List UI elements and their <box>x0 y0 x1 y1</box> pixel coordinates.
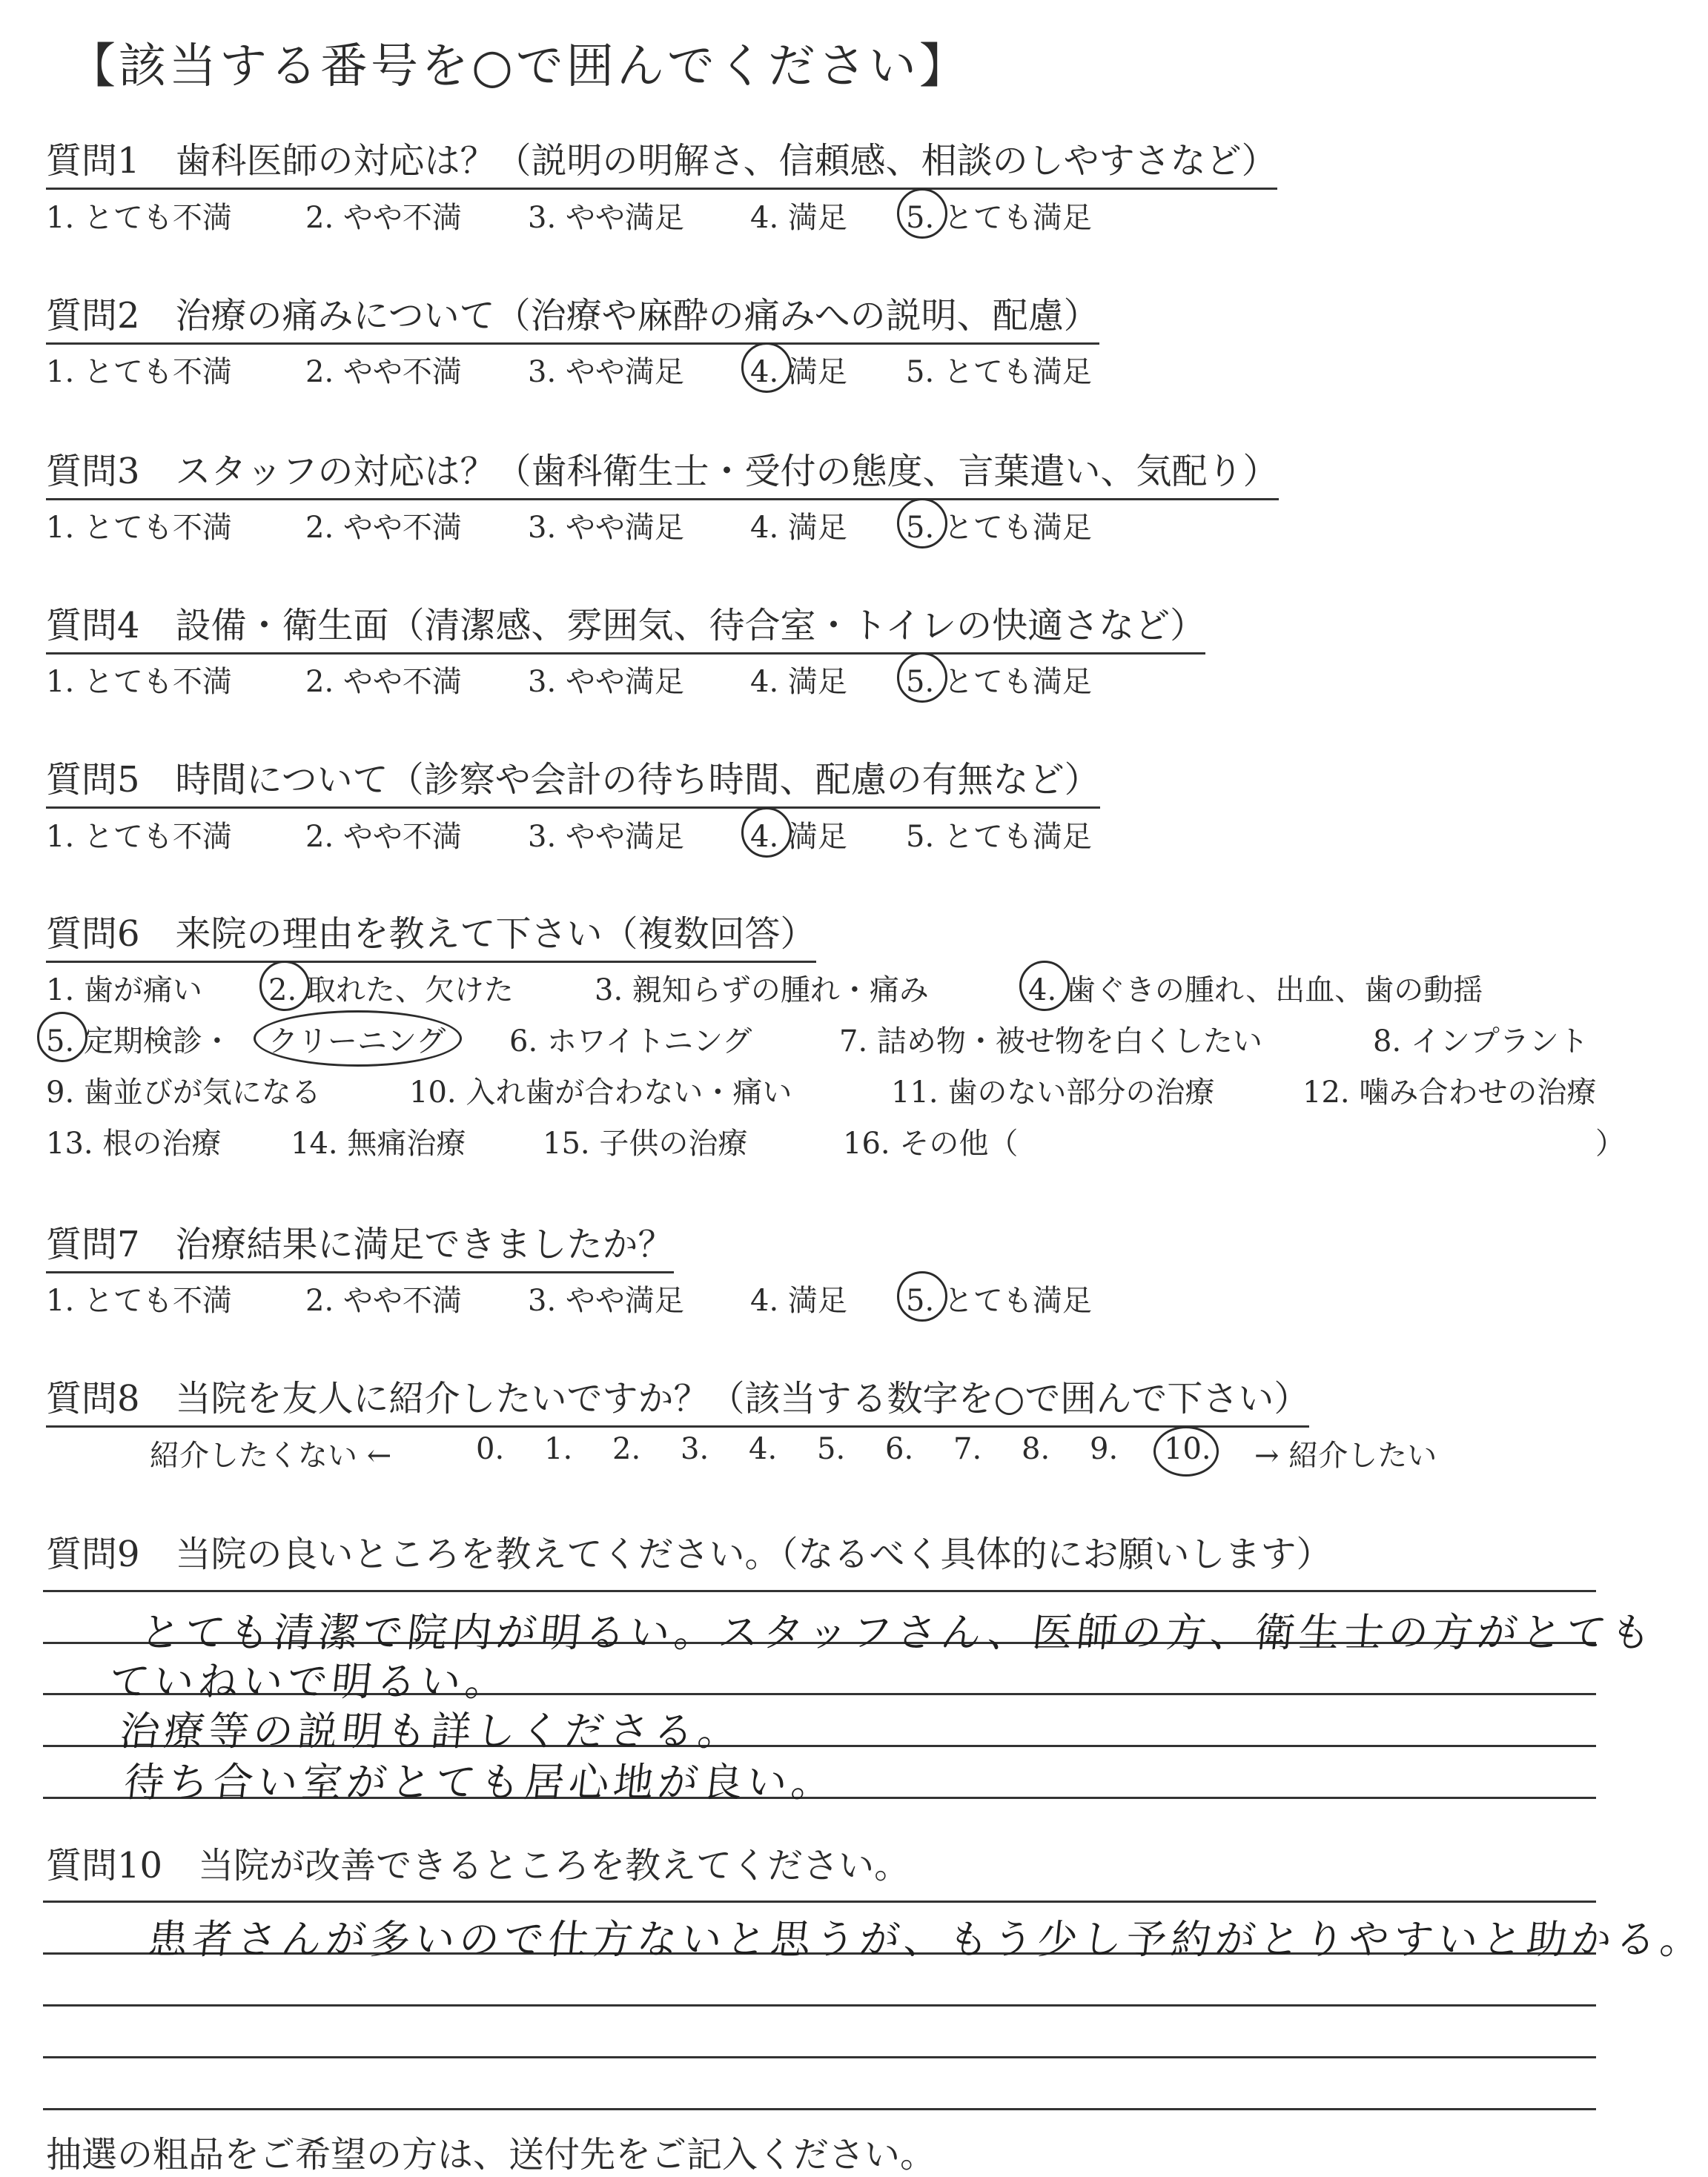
q8-number-1[interactable]: 1. <box>544 1432 573 1466</box>
q10-answer-text-1[interactable]: 患者さんが多いので仕方ないと思うが、もう少し予約がとりやすいと助かる。 <box>145 1916 1707 1963</box>
q3-option-4[interactable]: 4. 満足 <box>750 511 847 545</box>
q2-option-3[interactable]: 3. やや満足 <box>528 355 684 389</box>
q6-option-2-selected[interactable]: 2. 取れた、欠けた <box>268 967 514 1009</box>
question-2-title: 質問2 治療の痛みについて（治療や麻酔の痛みへの説明、配慮） <box>46 287 1099 345</box>
q8-number-10-selected[interactable]: 10. <box>1164 1432 1211 1466</box>
question-5-title: 質問5 時間について（診察や会計の待ち時間、配慮の有無など） <box>46 751 1100 809</box>
q9-answer-text-3[interactable]: 治療等の説明も詳しくださる。 <box>117 1708 745 1754</box>
question-7-title: 質問7 治療結果に満足できましたか？ <box>46 1216 674 1273</box>
q10-answer-line-3 <box>43 2004 1596 2007</box>
q6-option-8[interactable]: 8. インプラント <box>1373 1024 1589 1058</box>
q2-option-1[interactable]: 1. とても不満 <box>46 355 232 389</box>
q5-option-4-selected[interactable]: 4. 満足 <box>750 813 847 855</box>
q10-answer-line-4 <box>43 2056 1596 2058</box>
q6-option-9[interactable]: 9. 歯並びが気になる <box>46 1076 321 1110</box>
instructions-heading: 【該当する番号を○で囲んでください】 <box>68 39 970 94</box>
question-1-title: 質問1 歯科医師の対応は？（説明の明解さ、信頼感、相談のしやすさなど） <box>46 132 1277 190</box>
q8-number-7[interactable]: 7. <box>953 1432 982 1466</box>
q4-option-4[interactable]: 4. 満足 <box>750 665 847 699</box>
q1-option-4[interactable]: 4. 満足 <box>750 201 847 235</box>
q4-option-1[interactable]: 1. とても不満 <box>46 665 232 699</box>
question-8-title: 質問8 当院を友人に紹介したいですか？（該当する数字を○で囲んで下さい） <box>46 1370 1309 1428</box>
question-10-title: 質問10 当院が改善できるところを教えてください。 <box>46 1845 910 1886</box>
q6-option-6[interactable]: 6. ホワイトニング <box>509 1024 752 1058</box>
q7-option-2[interactable]: 2. やや不満 <box>305 1284 462 1318</box>
q8-left-label: 紹介したくない ← <box>150 1439 392 1473</box>
q3-option-3[interactable]: 3. やや満足 <box>528 511 684 545</box>
q9-answer-line-1 <box>43 1590 1596 1592</box>
q6-option-16-close: ） <box>1595 1127 1625 1161</box>
q6-option-5-selected[interactable]: 5. 定期検診・ <box>46 1018 232 1060</box>
q4-option-5-selected[interactable]: 5. とても満足 <box>906 658 1092 700</box>
q8-right-label: → 紹介したい <box>1254 1439 1437 1473</box>
q6-option-7[interactable]: 7. 詰め物・被せ物を白くしたい <box>839 1024 1262 1058</box>
q6-option-3[interactable]: 3. 親知らずの腫れ・痛み <box>595 973 929 1007</box>
q2-option-2[interactable]: 2. やや不満 <box>305 355 462 389</box>
question-3-title: 質問3 スタッフの対応は？（歯科衛生士・受付の態度、言葉遣い、気配り） <box>46 443 1279 500</box>
footer-note: 抽選の粗品をご希望の方は、送付先をご記入ください。 <box>46 2134 936 2176</box>
q5-option-3[interactable]: 3. やや満足 <box>528 820 684 854</box>
q6-option-14[interactable]: 14. 無痛治療 <box>291 1127 466 1161</box>
q1-option-1[interactable]: 1. とても不満 <box>46 201 232 235</box>
q8-number-9[interactable]: 9. <box>1090 1432 1119 1466</box>
q10-answer-line-1 <box>43 1901 1596 1903</box>
q8-number-0[interactable]: 0. <box>476 1432 505 1466</box>
q10-answer-line-5 <box>43 2108 1596 2110</box>
q8-number-4[interactable]: 4. <box>749 1432 778 1466</box>
q5-option-5[interactable]: 5. とても満足 <box>906 820 1092 854</box>
q2-option-4-selected[interactable]: 4. 満足 <box>750 348 847 391</box>
q4-option-2[interactable]: 2. やや不満 <box>305 665 462 699</box>
q3-option-1[interactable]: 1. とても不満 <box>46 511 232 545</box>
q6-option-12[interactable]: 12. 噛み合わせの治療 <box>1302 1076 1597 1110</box>
question-4-title: 質問4 設備・衛生面（清潔感、雰囲気、待合室・トイレの快適さなど） <box>46 597 1205 655</box>
q6-option-1[interactable]: 1. 歯が痛い <box>46 973 202 1007</box>
question-6-title: 質問6 来院の理由を教えて下さい（複数回答） <box>46 905 816 963</box>
q7-option-1[interactable]: 1. とても不満 <box>46 1284 232 1318</box>
q8-number-8[interactable]: 8. <box>1022 1432 1050 1466</box>
q7-option-3[interactable]: 3. やや満足 <box>528 1284 684 1318</box>
q8-number-5[interactable]: 5. <box>817 1432 846 1466</box>
q6-option-16[interactable]: 16. その他（ <box>843 1127 1019 1161</box>
q8-number-2[interactable]: 2. <box>612 1432 641 1466</box>
q1-option-3[interactable]: 3. やや満足 <box>528 201 684 235</box>
q4-option-3[interactable]: 3. やや満足 <box>528 665 684 699</box>
question-9-title: 質問9 当院の良いところを教えてください。（なるべく具体的にお願いします） <box>46 1534 1332 1575</box>
q3-option-5-selected[interactable]: 5. とても満足 <box>906 504 1092 546</box>
q6-option-4-selected[interactable]: 4. 歯ぐきの腫れ、出血、歯の動揺 <box>1028 967 1483 1009</box>
q8-number-3[interactable]: 3. <box>681 1432 709 1466</box>
q6-option-5-cleaning: クリーニング <box>268 1018 446 1060</box>
q6-option-13[interactable]: 13. 根の治療 <box>46 1127 222 1161</box>
q6-option-11[interactable]: 11. 歯のない部分の治療 <box>891 1076 1215 1110</box>
q9-answer-text-2[interactable]: ていねいで明るい。 <box>107 1658 512 1705</box>
q1-option-2[interactable]: 2. やや不満 <box>305 201 462 235</box>
q3-option-2[interactable]: 2. やや不満 <box>305 511 462 545</box>
q7-option-4[interactable]: 4. 満足 <box>750 1284 847 1318</box>
q5-option-1[interactable]: 1. とても不満 <box>46 820 232 854</box>
q9-answer-text-4[interactable]: 待ち合い室がとても居心地が良い。 <box>122 1759 838 1806</box>
q2-option-5[interactable]: 5. とても満足 <box>906 355 1092 389</box>
q1-option-5-selected[interactable]: 5. とても満足 <box>906 194 1092 236</box>
q6-option-10[interactable]: 10. 入れ歯が合わない・痛い <box>409 1076 792 1110</box>
q8-number-6[interactable]: 6. <box>885 1432 914 1466</box>
q9-answer-text-1[interactable]: とても清潔で院内が明るい。スタッフさん、医師の方、衛生士の方がとても <box>138 1609 1658 1656</box>
q5-option-2[interactable]: 2. やや不満 <box>305 820 462 854</box>
q6-option-15[interactable]: 15. 子供の治療 <box>543 1127 748 1161</box>
q7-option-5-selected[interactable]: 5. とても満足 <box>906 1277 1092 1319</box>
